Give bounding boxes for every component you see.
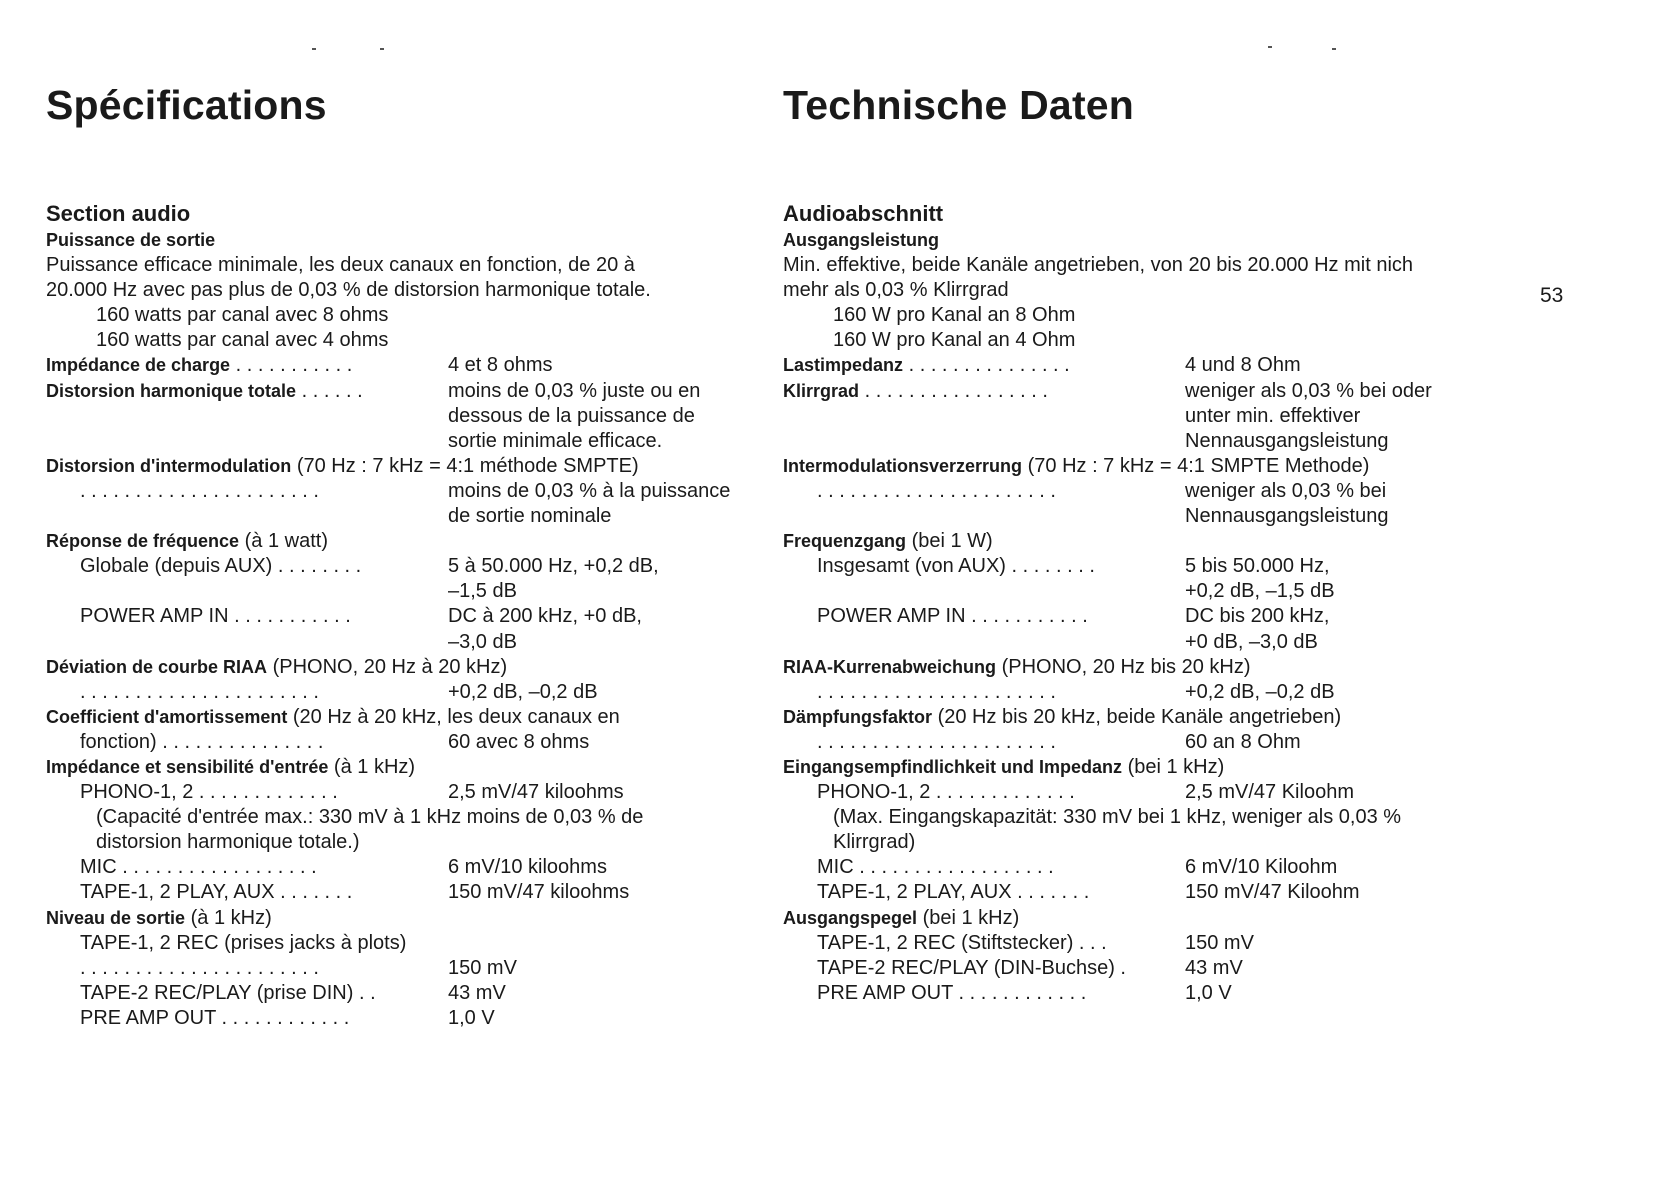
spec-line — [783, 780, 1503, 805]
spec-label-suffix: . . . . . . — [296, 379, 363, 402]
spec-label — [783, 353, 1070, 378]
spec-line — [783, 303, 1503, 328]
spec-label: Puissance efficace minimale, les deux canaux en fonction, de 20 à — [46, 254, 635, 277]
spec-label-bold: Impédance et sensibilité d'entrée — [46, 756, 329, 777]
spec-label: mehr als 0,03 % Klirrgrad — [783, 279, 1009, 302]
spec-label — [46, 705, 620, 730]
spec-line — [783, 805, 1503, 830]
spec-label-bold: Eingangsempfindlichkeit und Impedanz — [783, 756, 1123, 777]
spec-label: Min. effektive, beide Kanäle angetrieben, von 20 bis 20.000 Hz mit nich — [783, 254, 1414, 277]
spec-label-suffix: . . . . . . . . . . . . . . . . . — [859, 379, 1048, 402]
spec-value: 43 mV — [448, 981, 506, 1004]
spec-label — [46, 906, 272, 931]
spec-line — [46, 931, 766, 956]
spec-label-suffix: (à 1 watt) — [239, 530, 328, 553]
spec-label-bold: Klirrgrad — [783, 380, 860, 401]
spec-line — [46, 630, 766, 655]
spec-line — [46, 805, 766, 830]
spec-line — [46, 529, 766, 554]
spec-value: 150 mV — [1185, 931, 1254, 954]
spec-value: –3,0 dB — [448, 630, 517, 653]
spec-value: 5 bis 50.000 Hz, — [1185, 555, 1330, 578]
print-mark — [1332, 48, 1336, 50]
spec-line — [46, 228, 766, 253]
spec-line — [46, 328, 766, 353]
spec-line — [783, 906, 1503, 931]
spec-label-bold: Niveau de sortie — [46, 907, 186, 928]
spec-label: PRE AMP OUT . . . . . . . . . . . . — [817, 981, 1087, 1004]
german-spec-list — [783, 200, 1503, 1006]
spec-value: 43 mV — [1185, 956, 1243, 979]
spec-label-suffix: (bei 1 kHz) — [917, 906, 1020, 929]
spec-label: . . . . . . . . . . . . . . . . . . . . . . — [80, 956, 319, 979]
spec-label — [46, 755, 415, 780]
spec-label: . . . . . . . . . . . . . . . . . . . . . . — [80, 680, 319, 703]
spec-line — [46, 278, 766, 303]
spec-label-suffix: (70 Hz : 7 kHz = 4:1 SMPTE Methode) — [1022, 454, 1370, 477]
spec-value: weniger als 0,03 % bei oder — [1185, 379, 1432, 402]
spec-value: unter min. effektiver — [1185, 404, 1361, 427]
spec-line — [46, 705, 766, 730]
spec-label: (Capacité d'entrée max.: 330 mV à 1 kHz moins de 0,03 % de — [96, 806, 644, 829]
spec-line — [783, 253, 1503, 278]
spec-value: 6 mV/10 kiloohms — [448, 856, 607, 879]
spec-label-suffix: (bei 1 W) — [906, 530, 993, 553]
spec-value: 2,5 mV/47 Kiloohm — [1185, 781, 1354, 804]
spec-label — [46, 228, 215, 253]
spec-label: MIC . . . . . . . . . . . . . . . . . . — [80, 856, 317, 879]
spec-line — [783, 956, 1503, 981]
spec-label — [783, 379, 1048, 404]
spec-value: DC à 200 kHz, +0 dB, — [448, 605, 642, 628]
spec-value: weniger als 0,03 % bei — [1185, 479, 1387, 502]
spec-line — [46, 404, 766, 429]
spec-label — [783, 906, 1019, 931]
spec-line — [783, 228, 1503, 253]
french-spec-list — [46, 200, 766, 1031]
spec-label-bold: Impédance de charge — [46, 355, 231, 376]
spec-line — [46, 454, 766, 479]
spec-line — [783, 604, 1503, 629]
spec-line — [46, 604, 766, 629]
spec-value: 5 à 50.000 Hz, +0,2 dB, — [448, 555, 659, 578]
spec-label-bold: Ausgangsleistung — [783, 230, 940, 250]
print-mark — [380, 48, 384, 50]
french-title: Spécifications — [46, 82, 327, 128]
print-mark — [312, 48, 316, 50]
spec-line — [783, 479, 1503, 504]
spec-label: 160 watts par canal avec 8 ohms — [96, 304, 389, 327]
spec-line — [783, 353, 1503, 378]
spec-label-suffix: (bei 1 kHz) — [1122, 755, 1225, 778]
spec-value: 150 mV/47 kiloohms — [448, 881, 630, 904]
spec-value: 6 mV/10 Kiloohm — [1185, 856, 1338, 879]
page-number: 53 — [1540, 284, 1564, 307]
spec-line — [46, 1006, 766, 1031]
spec-line — [783, 880, 1503, 905]
spec-label-suffix: . . . . . . . . . . . — [230, 354, 353, 377]
spec-label: TAPE-2 REC/PLAY (prise DIN) . . — [80, 981, 376, 1004]
spec-line — [783, 554, 1503, 579]
spec-line — [46, 730, 766, 755]
spec-label — [783, 454, 1369, 479]
spec-value: +0,2 dB, –0,2 dB — [448, 680, 598, 703]
spec-value: 60 an 8 Ohm — [1185, 730, 1301, 753]
spec-line — [783, 630, 1503, 655]
spec-line — [783, 655, 1503, 680]
spec-label: Globale (depuis AUX) . . . . . . . . — [80, 555, 362, 578]
spec-value: 150 mV/47 Kiloohm — [1185, 881, 1360, 904]
spec-line — [783, 404, 1503, 429]
spec-label: 160 W pro Kanal an 8 Ohm — [833, 304, 1076, 327]
spec-label — [783, 228, 939, 253]
spec-label-suffix: . . . . . . . . . . . . . . . — [903, 354, 1070, 377]
german-title: Technische Daten — [783, 82, 1135, 128]
spec-label — [46, 379, 363, 404]
spec-label: PHONO-1, 2 . . . . . . . . . . . . . — [817, 781, 1075, 804]
spec-value: 1,0 V — [1185, 981, 1232, 1004]
spec-line — [46, 830, 766, 855]
spec-line — [46, 755, 766, 780]
spec-value: 4 und 8 Ohm — [1185, 354, 1301, 377]
spec-value: +0 dB, –3,0 dB — [1185, 630, 1318, 653]
spec-label: TAPE-1, 2 REC (Stiftstecker) . . . — [817, 931, 1107, 954]
spec-label-suffix: (70 Hz : 7 kHz = 4:1 méthode SMPTE) — [291, 454, 639, 477]
spec-line — [783, 855, 1503, 880]
spec-label: (Max. Eingangskapazität: 330 mV bei 1 kHz, weniger als 0,03 % — [833, 806, 1402, 829]
spec-value: 1,0 V — [448, 1006, 495, 1029]
spec-label — [46, 529, 328, 554]
spec-label: distorsion harmonique totale.) — [96, 831, 360, 854]
spec-label-bold: Lastimpedanz — [783, 355, 904, 376]
spec-value: moins de 0,03 % juste ou en — [448, 379, 701, 402]
spec-value: dessous de la puissance de — [448, 404, 695, 427]
spec-value: Nennausgangsleistung — [1185, 429, 1389, 452]
spec-label — [783, 755, 1224, 780]
spec-line — [46, 906, 766, 931]
spec-label: POWER AMP IN . . . . . . . . . . . — [80, 605, 351, 628]
spec-label: 160 watts par canal avec 4 ohms — [96, 329, 389, 352]
spec-line — [46, 379, 766, 404]
print-mark — [1268, 46, 1272, 48]
spec-value: +0,2 dB, –1,5 dB — [1185, 580, 1335, 603]
spec-label: TAPE-1, 2 PLAY, AUX . . . . . . . — [80, 881, 353, 904]
spec-line — [46, 504, 766, 529]
spec-label: 160 W pro Kanal an 4 Ohm — [833, 329, 1076, 352]
spec-label-bold: Coefficient d'amortissement — [46, 706, 288, 727]
spec-value: DC bis 200 kHz, — [1185, 605, 1330, 628]
spec-line — [783, 931, 1503, 956]
spec-line — [783, 705, 1503, 730]
spec-line — [783, 278, 1503, 303]
french-section-heading: Section audio — [46, 201, 191, 226]
spec-label — [46, 655, 507, 680]
spec-label-bold: Distorsion d'intermodulation — [46, 455, 292, 476]
spec-label: fonction) . . . . . . . . . . . . . . . — [80, 730, 324, 753]
spec-label-bold: Ausgangspegel — [783, 907, 918, 928]
spec-line — [46, 303, 766, 328]
spec-value: moins de 0,03 % à la puissance — [448, 479, 731, 502]
spec-line — [783, 981, 1503, 1006]
spec-label-suffix: (PHONO, 20 Hz à 20 kHz) — [267, 655, 508, 678]
spec-label — [783, 705, 1341, 730]
spec-label-suffix: (20 Hz à 20 kHz, les deux canaux en — [287, 705, 620, 728]
spec-label: . . . . . . . . . . . . . . . . . . . . . . — [817, 479, 1056, 502]
spec-value: –1,5 dB — [448, 580, 517, 603]
spec-label-bold: RIAA-Kurrenabweichung — [783, 656, 997, 677]
spec-value: +0,2 dB, –0,2 dB — [1185, 680, 1335, 703]
spec-line — [46, 880, 766, 905]
spec-label: . . . . . . . . . . . . . . . . . . . . . . — [80, 479, 319, 502]
spec-label — [46, 353, 352, 378]
spec-label: . . . . . . . . . . . . . . . . . . . . . . — [817, 680, 1056, 703]
spec-value: Nennausgangsleistung — [1185, 505, 1389, 528]
spec-line — [783, 454, 1503, 479]
spec-label: Insgesamt (von AUX) . . . . . . . . — [817, 555, 1095, 578]
spec-label-bold: Puissance de sortie — [46, 230, 216, 250]
spec-line — [46, 680, 766, 705]
spec-line — [783, 730, 1503, 755]
spec-label — [783, 529, 993, 554]
spec-line — [46, 855, 766, 880]
spec-line — [783, 379, 1503, 404]
spec-line — [783, 504, 1503, 529]
spec-label-bold: Réponse de fréquence — [46, 531, 240, 552]
spec-value: 4 et 8 ohms — [448, 354, 553, 377]
spec-value: 60 avec 8 ohms — [448, 730, 590, 753]
spec-line — [783, 680, 1503, 705]
spec-line — [783, 755, 1503, 780]
spec-label: . . . . . . . . . . . . . . . . . . . . . . — [817, 730, 1056, 753]
spec-label: 20.000 Hz avec pas plus de 0,03 % de distorsion harmonique totale. — [46, 279, 651, 302]
spec-line — [46, 253, 766, 278]
spec-label: Klirrgrad) — [833, 831, 916, 854]
spec-label: TAPE-2 REC/PLAY (DIN-Buchse) . — [817, 956, 1126, 979]
spec-label: PHONO-1, 2 . . . . . . . . . . . . . — [80, 781, 338, 804]
german-section-heading: Audioabschnitt — [783, 201, 944, 226]
spec-label-bold: Dämpfungsfaktor — [783, 706, 933, 727]
spec-line — [46, 981, 766, 1006]
spec-line — [46, 655, 766, 680]
spec-value: 150 mV — [448, 956, 517, 979]
spec-label-suffix: (20 Hz bis 20 kHz, beide Kanäle angetrieben) — [932, 705, 1342, 728]
spec-value: sortie minimale efficace. — [448, 429, 663, 452]
spec-line — [46, 429, 766, 454]
spec-value: 2,5 mV/47 kiloohms — [448, 781, 624, 804]
spec-label: POWER AMP IN . . . . . . . . . . . — [817, 605, 1088, 628]
spec-line — [46, 554, 766, 579]
spec-line — [783, 579, 1503, 604]
spec-label-bold: Frequenzgang — [783, 531, 907, 552]
spec-label — [46, 454, 639, 479]
spec-line — [46, 479, 766, 504]
spec-line — [46, 956, 766, 981]
spec-label-bold: Déviation de courbe RIAA — [46, 656, 268, 677]
spec-label-bold: Intermodulationsverzerrung — [783, 455, 1023, 476]
spec-line — [783, 830, 1503, 855]
spec-label-suffix: (à 1 kHz) — [328, 755, 416, 778]
spec-label-suffix: (PHONO, 20 Hz bis 20 kHz) — [996, 655, 1251, 678]
spec-label — [783, 655, 1251, 680]
spec-line — [46, 353, 766, 378]
spec-line — [783, 328, 1503, 353]
spec-label: PRE AMP OUT . . . . . . . . . . . . — [80, 1006, 350, 1029]
spec-label: MIC . . . . . . . . . . . . . . . . . . — [817, 856, 1054, 879]
spec-label: TAPE-1, 2 PLAY, AUX . . . . . . . — [817, 881, 1090, 904]
spec-line — [783, 429, 1503, 454]
spec-value: de sortie nominale — [448, 505, 612, 528]
spec-line — [46, 780, 766, 805]
spec-line — [783, 529, 1503, 554]
spec-line — [46, 579, 766, 604]
spec-label-bold: Distorsion harmonique totale — [46, 380, 297, 401]
spec-label: TAPE-1, 2 REC (prises jacks à plots) — [80, 931, 407, 954]
spec-label-suffix: (à 1 kHz) — [185, 906, 272, 929]
